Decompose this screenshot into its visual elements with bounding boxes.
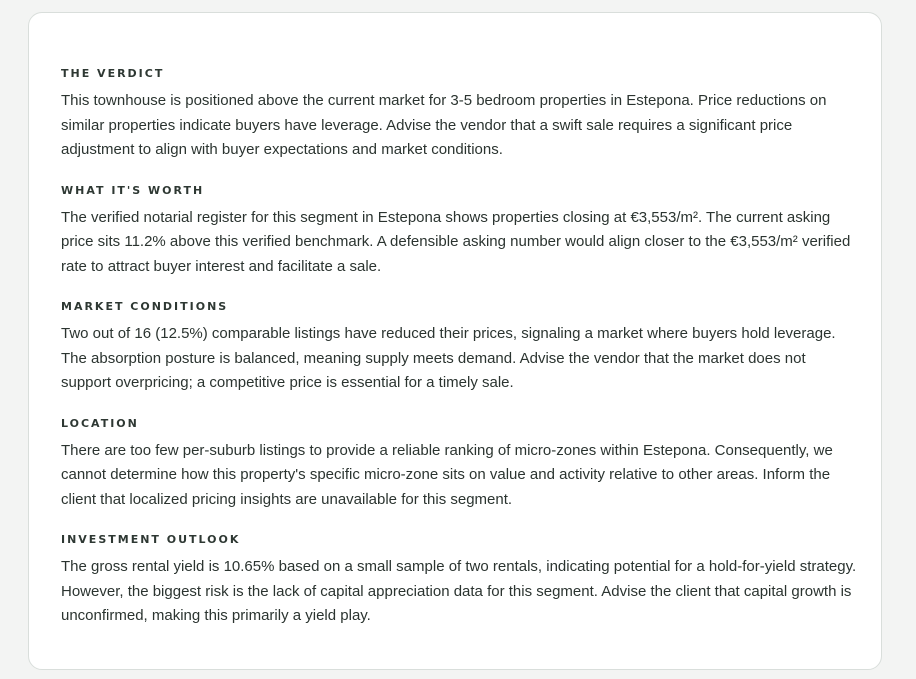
- section-investment-outlook: [61, 533, 857, 629]
- section-heading: LOCATION: [61, 416, 139, 430]
- section-body: This townhouse is positioned above the current market for 3-5 bedroom properties in Estepona. Price reductions on similar properties indicate buyers have leverage. Advise the vendor that a swift sale requires a significant price adjustment to align with buyer expectations and market conditions.: [61, 92, 827, 158]
- section-heading: WHAT IT'S WORTH: [61, 183, 205, 197]
- section-heading: INVESTMENT OUTLOOK: [61, 533, 241, 546]
- section-heading: MARKET CONDITIONS: [61, 300, 229, 313]
- section-body: The gross rental yield is 10.65% based on a small sample of two rentals, indicating potential for a hold-for-yield strategy. However, the biggest risk is the lack of capital appreciation data for this segment. Advise the client that capital growth is unconfirmed, making this primarily a yield play.: [61, 558, 857, 624]
- section-market-conditions: [61, 300, 857, 396]
- section-body: Two out of 16 (12.5%) comparable listings have reduced their prices, signaling a market where buyers hold leverage. The absorption posture is balanced, meaning supply meets demand. Advise the vendor that the market does not support overpricing; a competitive price is essential for a timely sale.: [61, 325, 836, 391]
- section-location: [61, 417, 857, 513]
- section-verdict: [61, 67, 857, 163]
- section-worth: [61, 184, 857, 280]
- section-heading: THE VERDICT: [61, 67, 165, 80]
- section-body: There are too few per-suburb listings to provide a reliable ranking of micro-zones within Estepona. Consequently, we cannot determine how this property's specific micro-zone sits on value and activity relative to other areas. Inform the client that localized pricing insights are unavailable for this segment.: [61, 441, 833, 508]
- report-card: [28, 12, 882, 670]
- section-body: The verified notarial register for this segment in Estepona shows properties closing at €3,553/m². The current asking price sits 11.2% above this verified benchmark. A defensible asking number would align closer to the €3,553/m² verified rate to attract buyer interest and facilitate a sale.: [61, 208, 851, 275]
